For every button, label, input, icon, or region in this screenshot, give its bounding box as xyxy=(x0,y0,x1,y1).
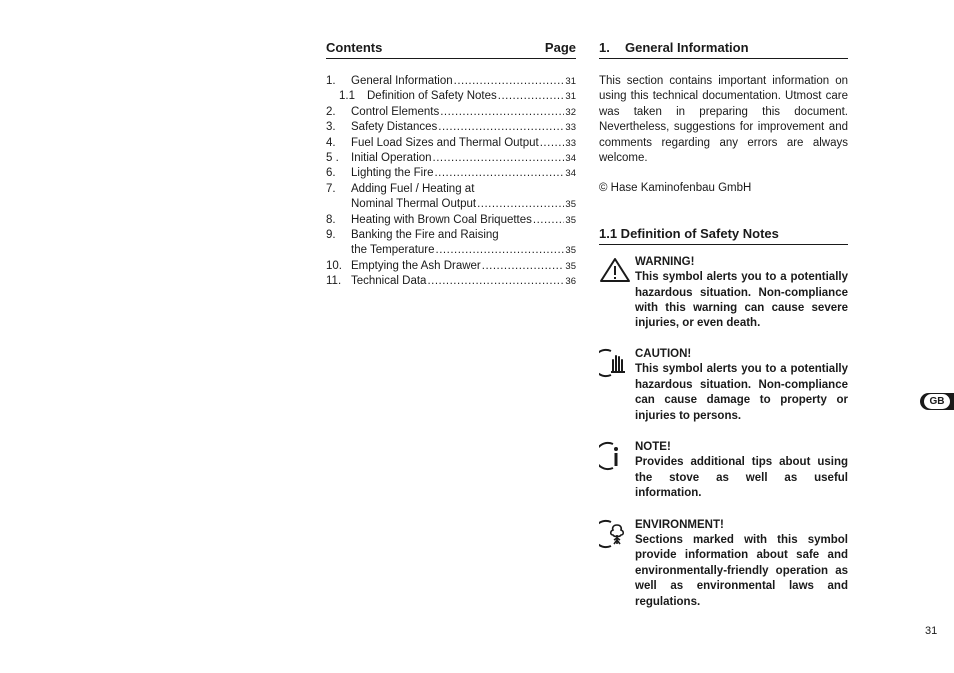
toc-leader xyxy=(434,166,564,181)
toc-title: Banking the Fire and Raising xyxy=(351,229,499,242)
warning-text: This symbol alerts you to a potentially hazardous situation. Non-compliance with this warning can cause severe injuries, or even death. xyxy=(635,271,848,330)
toc-title: Control Elements xyxy=(351,105,440,118)
toc-entry-technical-data[interactable] xyxy=(326,274,576,289)
toc-leader xyxy=(540,136,565,151)
toc-title: the Temperature xyxy=(351,244,435,257)
contents-title: Contents xyxy=(326,40,383,55)
toc-number: 3. xyxy=(326,121,336,134)
contents-page-label: Page xyxy=(544,40,576,55)
toc-leader xyxy=(454,74,565,89)
caution-hand-icon xyxy=(599,348,631,378)
toc-number: 11. xyxy=(326,275,342,288)
toc-page: 33 xyxy=(565,137,576,149)
section-title: 1.1 Definition of Safety Notes xyxy=(599,225,779,241)
contents-column xyxy=(326,40,576,290)
toc-number: 6. xyxy=(326,167,336,180)
toc-leader xyxy=(482,259,565,274)
general-information-heading xyxy=(599,40,848,59)
copyright-notice: © Hase Kaminofenbau GmbH xyxy=(599,182,752,195)
caution-notice xyxy=(599,347,848,424)
toc-page: 35 xyxy=(565,245,576,257)
toc-number: 2. xyxy=(326,105,336,118)
toc-title: Nominal Thermal Output xyxy=(351,198,477,211)
info-icon xyxy=(599,441,631,471)
toc-entry-safety-distances[interactable] xyxy=(326,120,576,135)
section-number: 1. xyxy=(599,40,610,55)
toc-leader xyxy=(438,120,564,135)
toc-entry-safety-notes[interactable] xyxy=(326,89,576,104)
toc-entry-adding-fuel-cont[interactable] xyxy=(326,197,576,212)
toc-leader xyxy=(433,151,565,166)
warning-title: WARNING! xyxy=(635,255,695,268)
warning-triangle-icon xyxy=(599,256,631,286)
toc-number: 9. xyxy=(326,229,336,242)
page-number: 31 xyxy=(925,625,938,637)
caution-text: This symbol alerts you to a potentially hazardous situation. Non-compliance can cause damage to property or injuries to persons. xyxy=(635,363,848,422)
environment-notice xyxy=(599,518,848,610)
toc-title: Emptying the Ash Drawer xyxy=(351,259,481,272)
toc-entry-general-information[interactable] xyxy=(326,74,576,89)
language-label: GB xyxy=(924,394,950,409)
toc-page: 34 xyxy=(565,168,576,180)
toc-entry-adding-fuel[interactable] xyxy=(326,182,576,197)
toc-title: Technical Data xyxy=(351,275,427,288)
toc-entry-fuel-load[interactable] xyxy=(326,136,576,151)
toc-entry-control-elements[interactable] xyxy=(326,105,576,120)
caution-title: CAUTION! xyxy=(635,347,692,360)
toc-leader xyxy=(477,197,564,212)
toc-number: 1. xyxy=(326,75,336,87)
toc-number: 5 . xyxy=(326,152,339,165)
toc-number: 10. xyxy=(326,259,342,272)
toc-page: 35 xyxy=(565,214,576,226)
toc-title: Safety Distances xyxy=(351,121,438,134)
toc-page: 33 xyxy=(565,122,576,134)
toc-page: 32 xyxy=(565,106,576,118)
toc-leader xyxy=(533,213,565,228)
toc-number: 7. xyxy=(326,182,336,195)
toc-entry-initial-operation[interactable] xyxy=(326,151,576,166)
note-text: Provides additional tips about using the stove as well as useful information. xyxy=(635,456,848,500)
warning-notice xyxy=(599,255,848,332)
toc-entry-brown-coal[interactable] xyxy=(326,213,576,228)
toc-title: Fuel Load Sizes and Thermal Output xyxy=(351,136,539,149)
toc-entry-banking-fire[interactable] xyxy=(326,228,576,243)
toc-entry-ash-drawer[interactable] xyxy=(326,259,576,274)
toc-title: Definition of Safety Notes xyxy=(367,90,497,103)
general-information-column xyxy=(599,40,848,610)
general-information-text: This section contains important information on using this technical documentation. Utmost care was taken in preparing this document. Nevertheless, suggestions for improvement and comments regarding any errors are always welcome. xyxy=(599,75,848,165)
toc-number: 4. xyxy=(326,136,336,149)
note-notice xyxy=(599,440,848,502)
environment-text: Sections marked with this symbol provide information about safe and environmentally-friendly operation as well as environmental laws and regulations. xyxy=(635,533,848,608)
environment-tree-icon xyxy=(599,519,631,549)
toc-entry-banking-fire-cont[interactable] xyxy=(326,243,576,258)
toc-page: 35 xyxy=(565,199,576,211)
toc-page: 31 xyxy=(565,91,576,103)
section-title: General Information xyxy=(625,40,749,55)
toc-page: 36 xyxy=(565,276,576,288)
environment-title: ENVIRONMENT! xyxy=(635,518,724,531)
toc-page: 34 xyxy=(565,153,576,165)
contents-heading xyxy=(326,40,576,59)
toc-leader xyxy=(440,105,564,120)
toc-title: Lighting the Fire xyxy=(351,167,434,180)
note-title: NOTE! xyxy=(635,440,671,453)
toc-leader xyxy=(427,274,564,289)
toc-leader xyxy=(498,89,565,104)
toc-title: Adding Fuel / Heating at xyxy=(351,182,475,195)
toc-title: General Information xyxy=(351,75,453,87)
toc-number: 8. xyxy=(326,213,336,226)
toc-page: 35 xyxy=(565,260,576,272)
toc-title: Initial Operation xyxy=(351,152,432,165)
toc-leader xyxy=(436,243,565,258)
language-tab xyxy=(920,393,954,410)
toc-entry-lighting-fire[interactable] xyxy=(326,166,576,181)
table-of-contents xyxy=(326,74,576,290)
toc-title: Heating with Brown Coal Briquettes xyxy=(351,213,532,226)
toc-page: 31 xyxy=(565,76,576,87)
toc-number: 1.1 xyxy=(339,90,355,103)
safety-notes-heading xyxy=(599,226,848,245)
